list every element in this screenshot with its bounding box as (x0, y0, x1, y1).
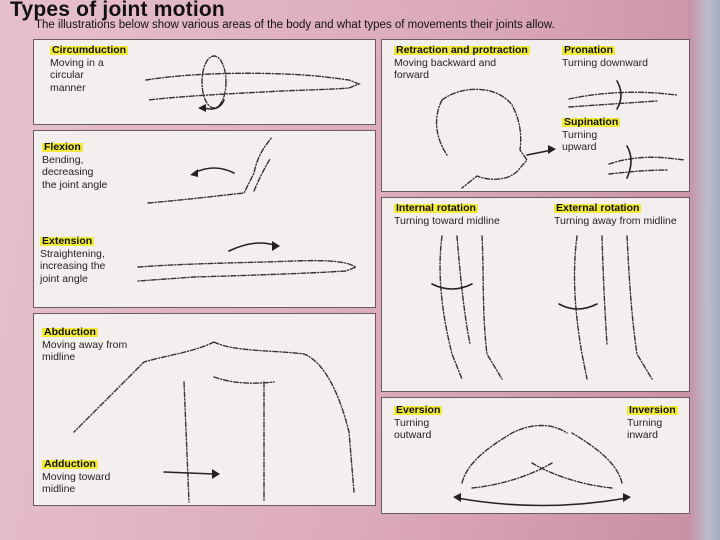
flexion-title: Flexion (44, 141, 81, 153)
inversion-desc: Turning inward (627, 416, 663, 441)
retraction-head-figure (402, 80, 552, 190)
abduction-desc: Moving away from midline (42, 338, 128, 363)
adduction-title: Adduction (44, 458, 96, 470)
adduction-desc: Moving toward midline (42, 470, 111, 495)
adjacent-page-edge (688, 0, 720, 540)
external-rotation-label (554, 202, 689, 227)
circumduction-panel (33, 39, 376, 125)
eversion-title: Eversion (396, 404, 441, 416)
flexion-arm-figure (144, 133, 304, 213)
abduction-adduction-panel (33, 313, 376, 506)
upper-right-panel (381, 39, 690, 192)
external-rotation-legs-figure (557, 234, 667, 384)
retraction-desc: Moving backward and forward (394, 56, 497, 81)
internal-rotation-desc: Turning toward midline (394, 214, 500, 227)
supination-desc: Turning upward (562, 128, 598, 153)
flexion-desc: Bending, decreasing the joint angle (42, 153, 108, 191)
pronation-title: Pronation (564, 44, 613, 56)
circumduction-title: Circumduction (52, 44, 127, 56)
extension-desc: Straightening, increasing the joint angle (40, 247, 106, 285)
eversion-desc: Turning outward (394, 416, 432, 441)
page-title: Types of joint motion (10, 0, 225, 21)
flexion-label (42, 141, 152, 191)
pronation-hand-figure (567, 75, 682, 115)
extension-arm-figure (134, 231, 364, 291)
eversion-inversion-panel (381, 397, 690, 514)
supination-hand-figure (607, 142, 687, 187)
pronation-desc: Turning downward (562, 56, 648, 69)
retraction-label (394, 44, 554, 82)
external-rotation-title: External rotation (556, 202, 640, 214)
feet-figure (442, 413, 642, 508)
abduction-body-figure (64, 322, 364, 502)
circumduction-arm-figure (144, 50, 364, 120)
retraction-title: Retraction and protraction (396, 44, 528, 56)
internal-rotation-legs-figure (422, 234, 532, 384)
flexion-extension-panel (33, 130, 376, 308)
supination-title: Supination (564, 116, 619, 128)
intro-text: The illustrations below show various areas of the body and what types of movements their joints allow. (35, 19, 555, 31)
abduction-title: Abduction (44, 326, 96, 338)
extension-title: Extension (42, 235, 93, 247)
internal-rotation-label (394, 202, 544, 227)
inversion-title: Inversion (629, 404, 676, 416)
circumduction-desc: Moving in a circular manner (50, 56, 104, 94)
pronation-label (562, 44, 682, 69)
external-rotation-desc: Turning away from midline (554, 214, 677, 227)
internal-rotation-title: Internal rotation (396, 202, 476, 214)
rotation-panel (381, 197, 690, 392)
